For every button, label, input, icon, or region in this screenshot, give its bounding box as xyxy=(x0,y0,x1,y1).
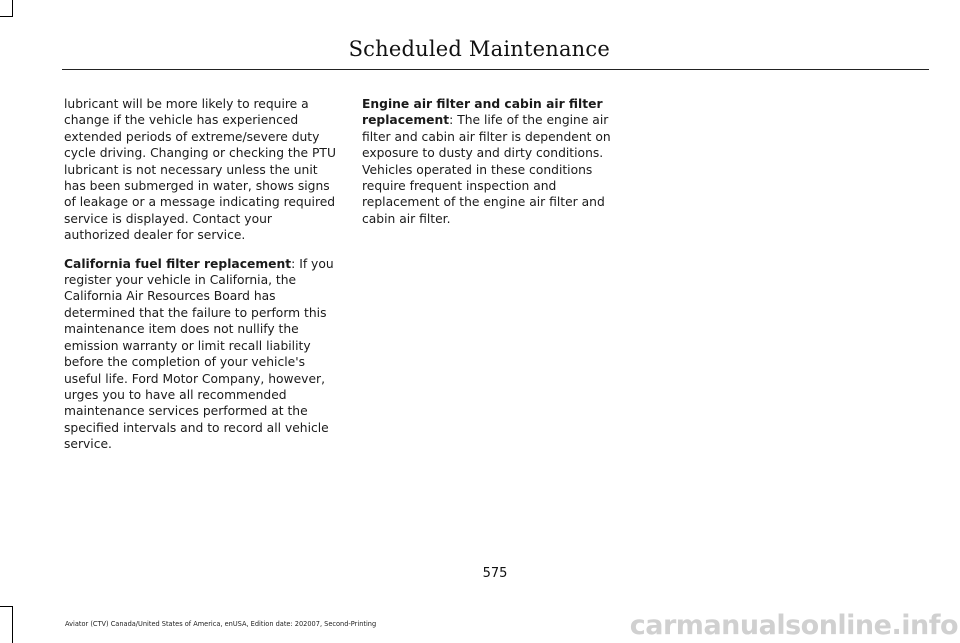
california-fuel-filter-body: : If you register your vehicle in California, the California Air Resources Board has determined that the failure to perform this maintenance item does not nullify the emission warranty or limit recall liability before the completion of your vehicle's useful life. Ford Motor Company, however, urges you to have all recommended maintenance services performed at the specified intervals and to record all vehicle service. xyxy=(64,256,334,452)
california-fuel-filter-heading: California fuel filter replacement xyxy=(64,256,292,271)
air-filter-heading: Engine air filter and cabin air filter replacement xyxy=(362,97,603,128)
middle-column xyxy=(362,96,634,239)
crop-mark-top-left-vertical xyxy=(12,0,13,16)
edition-footer: Aviator (CTV) Canada/United States of America, enUSA, Edition date: 202007, Second-Printing xyxy=(65,620,377,628)
page-title: Scheduled Maintenance xyxy=(348,37,610,61)
header-divider xyxy=(62,69,929,70)
air-filter-paragraph xyxy=(362,96,634,227)
crop-mark-bottom-left-vertical xyxy=(12,606,13,643)
site-watermark: carmanualsonline.info xyxy=(629,610,958,641)
crop-mark-top-left-horizontal xyxy=(0,16,13,17)
page-number: 575 xyxy=(482,566,508,581)
california-fuel-filter-paragraph xyxy=(64,256,340,453)
ptu-lubricant-paragraph: lubricant will be more likely to require a change if the vehicle has experienced extended periods of extreme/severe duty cycle driving. Changing or checking the PTU lubricant is not necessary unless the unit has been submerged in water, shows signs of leakage or a message indicating required service is displayed. Contact your authorized dealer for service. xyxy=(64,97,336,243)
left-column xyxy=(64,96,340,465)
crop-mark-bottom-left-horizontal xyxy=(0,606,13,607)
air-filter-body: : The life of the engine air filter and cabin air filter is dependent on exposure to dusty and dirty conditions. Vehicles operated in these conditions require frequent inspection and replacement of the engine air filter and cabin air filter. xyxy=(362,113,611,226)
